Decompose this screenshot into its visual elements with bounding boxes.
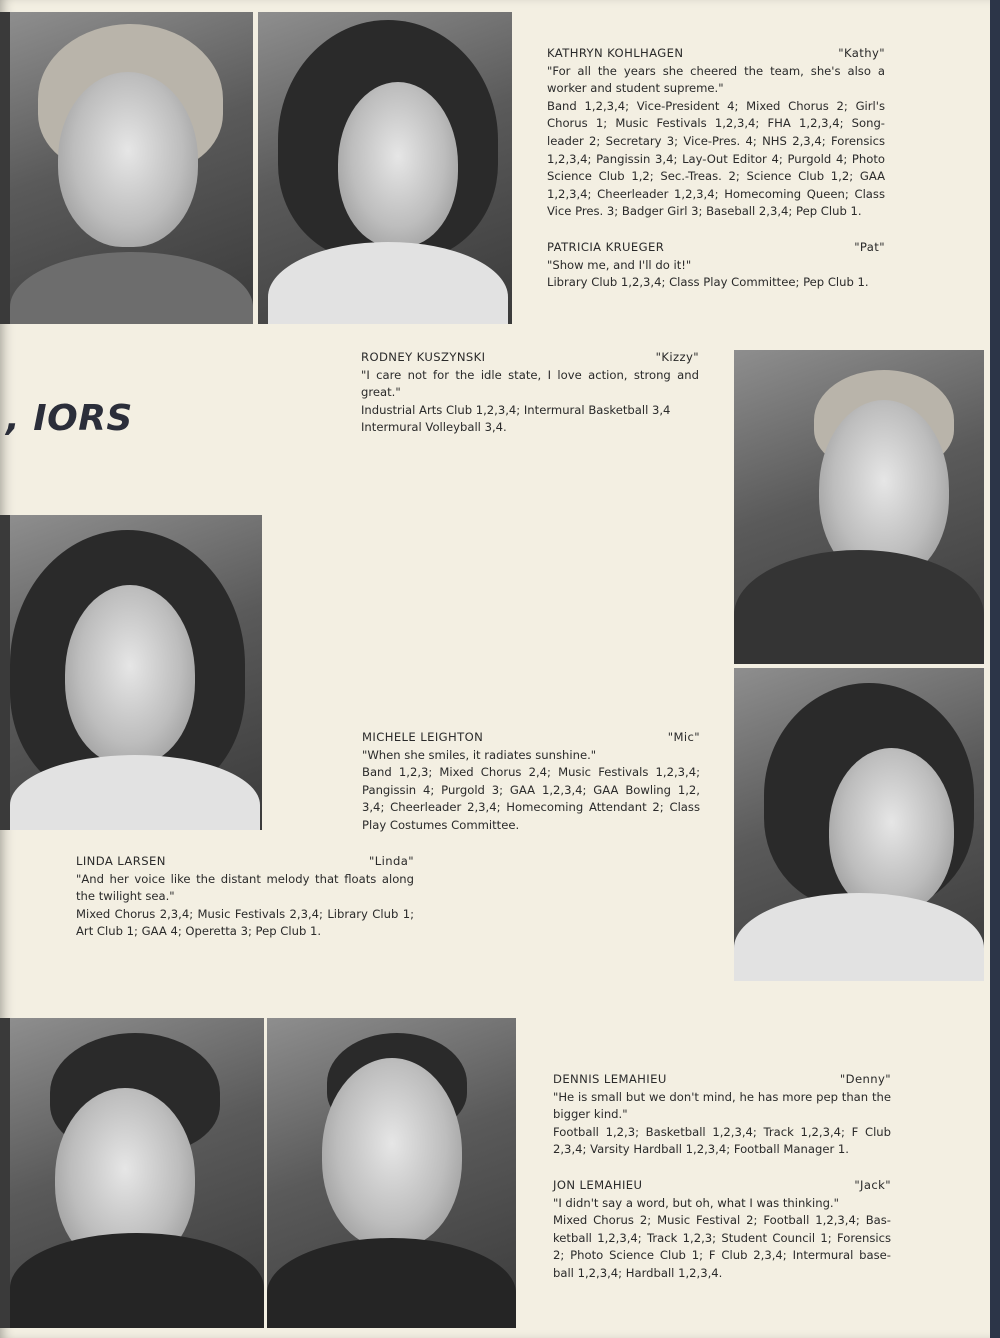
student-activities: Band 1,2,3; Mixed Chorus 2,4; Music Festivals 1,2,3,4; Pangissin 4; Purgold 3; GAA 1,2,3,4; GAA Bowling 1,2, 3,4; Cheerleader 2,3,4; Homecoming Attendant 2; Class Play Costumes Committee.: [362, 765, 700, 832]
student-activities: Library Club 1,2,3,4; Class Play Committee; Pep Club 1.: [547, 275, 869, 290]
student-nickname: "Pat": [854, 240, 885, 254]
student-nickname: "Linda": [369, 854, 414, 868]
portrait-photo-linda-larsen: [10, 515, 262, 830]
portrait-photo-patricia-krueger: [258, 12, 512, 324]
student-activities: Mixed Chorus 2,3,4; Music Festivals 2,3,4; Library Club 1; Art Club 1; GAA 4; Operetta 3; Pep Club 1.: [76, 906, 414, 939]
student-name: JON LEMAHIEU: [553, 1178, 643, 1192]
student-nickname: "Kathy": [838, 46, 885, 60]
student-quote: "When she smiles, it radiates sunshine.": [362, 747, 597, 762]
student-name: MICHELE LEIGHTON: [362, 730, 484, 744]
student-activities: Mixed Chorus 2; Music Festival 2; Football 1,2,3,4; Bas-ketball 1,2,3,4; Track 1,2,3; Student Council 1; Forensics 2; Photo Science Club 1; F Club 2,3,4; Intermural base-ball 1,2,3,4; Hardball 1,2,3,4.: [553, 1213, 891, 1280]
student-activities: Industrial Arts Club 1,2,3,4; Intermural Basketball 3,4 Intermural Volleyball 3,4.: [361, 402, 671, 435]
left-edge-photo-sliver: [0, 1018, 10, 1328]
left-edge-photo-sliver: [0, 12, 10, 324]
section-title: , IORS: [6, 398, 133, 439]
entry-kathryn-kohlhagen: [547, 45, 885, 221]
portrait-photo-jon-lemahieu: [267, 1018, 516, 1328]
student-name: KATHRYN KOHLHAGEN: [547, 46, 684, 60]
student-nickname: "Mic": [667, 730, 700, 744]
entry-rodney-kuszynski: [361, 349, 699, 437]
entry-jon-lemahieu: [553, 1177, 891, 1283]
student-activities: Band 1,2,3,4; Vice-President 4; Mixed Chorus 2; Girl's Chorus 1; Music Festivals 1,2,3,4; FHA 1,2,3,4; Song-leader 2; Secretary 3; Vice-Pres. 4; NHS 2,3,4; Forensics 1,2,3,4; Pangissin 3,4; Lay-Out Editor 4; Purgold 4; Photo Science Club 1,2; Sec.-Treas. 2; Science Club 1,2; GAA 1,2,3,4; Cheerleader 1,2,3,4; Homecoming Queen; Class Vice Pres. 3; Badger Girl 3; Baseball 2,3,4; Pep Club 1.: [547, 98, 885, 219]
entry-dennis-lemahieu: [553, 1071, 891, 1159]
portrait-photo-michele-leighton: [734, 668, 984, 981]
student-nickname: "Denny": [839, 1072, 891, 1086]
student-quote: "Show me, and I'll do it!": [547, 257, 692, 272]
student-name: DENNIS LEMAHIEU: [553, 1072, 667, 1086]
student-activities: Football 1,2,3; Basketball 1,2,3,4; Track 1,2,3,4; F Club 2,3,4; Varsity Hardball 1,2,3,4; Football Manager 1.: [553, 1124, 891, 1157]
student-quote: "I care not for the idle state, I love action, strong and great.": [361, 367, 699, 400]
student-quote: "He is small but we don't mind, he has more pep than the bigger kind.": [553, 1089, 891, 1122]
entry-patricia-krueger: [547, 239, 885, 292]
left-edge-photo-sliver: [0, 515, 10, 830]
student-name: RODNEY KUSZYNSKI: [361, 350, 486, 364]
portrait-photo-rodney-kuszynski: [734, 350, 984, 664]
student-quote: "For all the years she cheered the team, she's also a worker and student supreme.": [547, 63, 885, 96]
student-quote: "And her voice like the distant melody that floats along the twilight sea.": [76, 871, 414, 904]
student-nickname: "Kizzy": [655, 350, 699, 364]
entry-linda-larsen: [76, 853, 414, 941]
student-name: PATRICIA KRUEGER: [547, 240, 665, 254]
entry-michele-leighton: [362, 729, 700, 835]
student-name: LINDA LARSEN: [76, 854, 166, 868]
portrait-photo-kathryn-kohlhagen: [10, 12, 253, 324]
student-nickname: "Jack": [854, 1178, 891, 1192]
student-quote: "I didn't say a word, but oh, what I was thinking.": [553, 1195, 839, 1210]
portrait-photo-dennis-lemahieu: [10, 1018, 264, 1328]
